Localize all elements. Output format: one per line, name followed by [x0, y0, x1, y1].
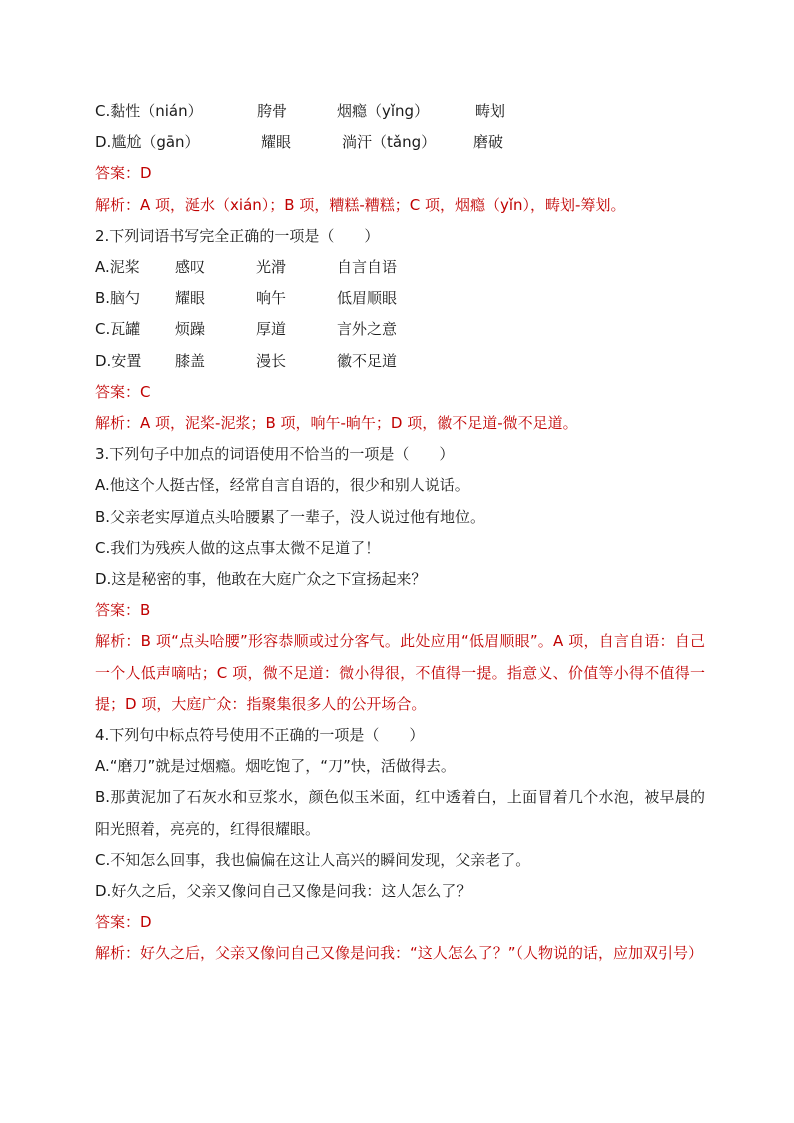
q2-option-d-word-4: 徽不足道: [337, 351, 398, 370]
q4-answer: 答案：D: [95, 913, 152, 932]
q2-option-d-word-3: 漫长: [256, 351, 287, 370]
q2-option-d: [95, 346, 705, 377]
q1-option-d: [95, 127, 705, 158]
q2-option-a-word-3: 光滑: [256, 257, 287, 276]
q4-option-b: B.那黄泥加了石灰水和豆浆水，颜色似玉米面，红中透着白，上面冒着几个水泡，被早晨的阳光照着，亮亮的，红得很耀眼。: [95, 788, 705, 838]
q2-option-c-word-3: 厚道: [256, 320, 287, 339]
q2-answer: 答案：C: [95, 382, 151, 401]
q4-option-d: D.好久之后，父亲又像问自己又像是问我：这人怎么了？: [95, 881, 472, 900]
q4-option-a: A.“磨刀”就是过烟瘾。烟吃饱了，“刀”快，活做得去。: [95, 757, 456, 776]
q1-option-c-word-3: 烟瘾（yǐng）: [337, 102, 430, 120]
q1-option-d-word-1: D.尴尬（gān）: [95, 133, 200, 152]
q4-stem: 4.下列句中标点符号使用不正确的一项是（ ）: [95, 725, 425, 744]
q1-option-c: [95, 96, 705, 127]
q1-analysis: 解析：A 项，涎水（xián）；B 项，糟糕-糟糕；C 项，烟瘾（yǐn），畴划-筹划。: [95, 195, 626, 214]
q3-option-b: B.父亲老实厚道点头哈腰累了一辈子，没人说过他有地位。: [95, 507, 486, 526]
q2-option-a-word-1: A.泥桨: [95, 257, 140, 276]
q2-option-a-word-4: 自言自语: [337, 257, 398, 276]
q1-option-c-word-2: 胯骨: [257, 102, 288, 120]
q1-option-d-word-3: 淌汗（tǎng）: [342, 133, 437, 152]
q2-option-b: [95, 283, 705, 314]
q3-answer: 答案：B: [95, 601, 151, 620]
q1-option-c-word-4: 畴划: [475, 102, 506, 120]
q1-option-c-word-1: C.黏性（nián）: [95, 102, 203, 120]
q2-option-b-word-2: 耀眼: [175, 289, 206, 308]
q3-analysis: 解析：B 项“点头哈腰”形容恭顺或过分客气。此处应用“低眉顺眼”。A 项，自言自语：自己一个人低声嘀咕；C 项，微不足道：微小得很，不值得一提。指意义、价值等小得不值得一提；D 项，大庭广众：指聚集很多人的公开场合。: [95, 632, 705, 713]
q4-option-c: C.不知怎么回事，我也偏偏在这让人高兴的瞬间发现，父亲老了。: [95, 850, 531, 869]
q2-option-c-word-2: 烦躁: [175, 320, 206, 339]
q3-option-d: D.这是秘密的事，他敢在大庭广众之下宣扬起来？: [95, 569, 427, 588]
q3-option-c: C.我们为残疾人做的这点事太微不足道了！: [95, 538, 381, 557]
document-page: [95, 96, 705, 970]
q2-option-c: [95, 314, 705, 345]
q2-option-a: [95, 252, 705, 283]
q2-option-d-word-2: 膝盖: [175, 351, 206, 370]
q2-stem: 2.下列词语书写完全正确的一项是（ ）: [95, 226, 380, 245]
q4-analysis: 解析：好久之后，父亲又像问自己又像是问我：“这人怎么了？”（人物说的话，应加双引号）: [95, 944, 704, 963]
q2-option-d-word-1: D.安置: [95, 351, 142, 370]
q3-option-a: A.他这个人挺古怪，经常自言自语的，很少和别人说话。: [95, 476, 470, 495]
q1-answer: 答案：D: [95, 164, 152, 183]
q2-analysis: 解析：A 项，泥桨-泥浆；B 项，响午-晌午；D 项，徽不足道-微不足道。: [95, 413, 578, 432]
q2-option-b-word-1: B.脑勺: [95, 289, 141, 308]
q3-stem: 3.下列句子中加点的词语使用不恰当的一项是（ ）: [95, 445, 455, 464]
q2-option-c-word-4: 言外之意: [337, 320, 398, 339]
q1-option-d-word-4: 磨破: [473, 133, 504, 152]
q2-option-c-word-1: C.瓦罐: [95, 320, 141, 339]
q1-option-d-word-2: 耀眼: [261, 133, 292, 152]
q2-option-b-word-3: 响午: [256, 289, 287, 308]
q2-option-b-word-4: 低眉顺眼: [337, 289, 398, 308]
q2-option-a-word-2: 感叹: [175, 257, 206, 276]
